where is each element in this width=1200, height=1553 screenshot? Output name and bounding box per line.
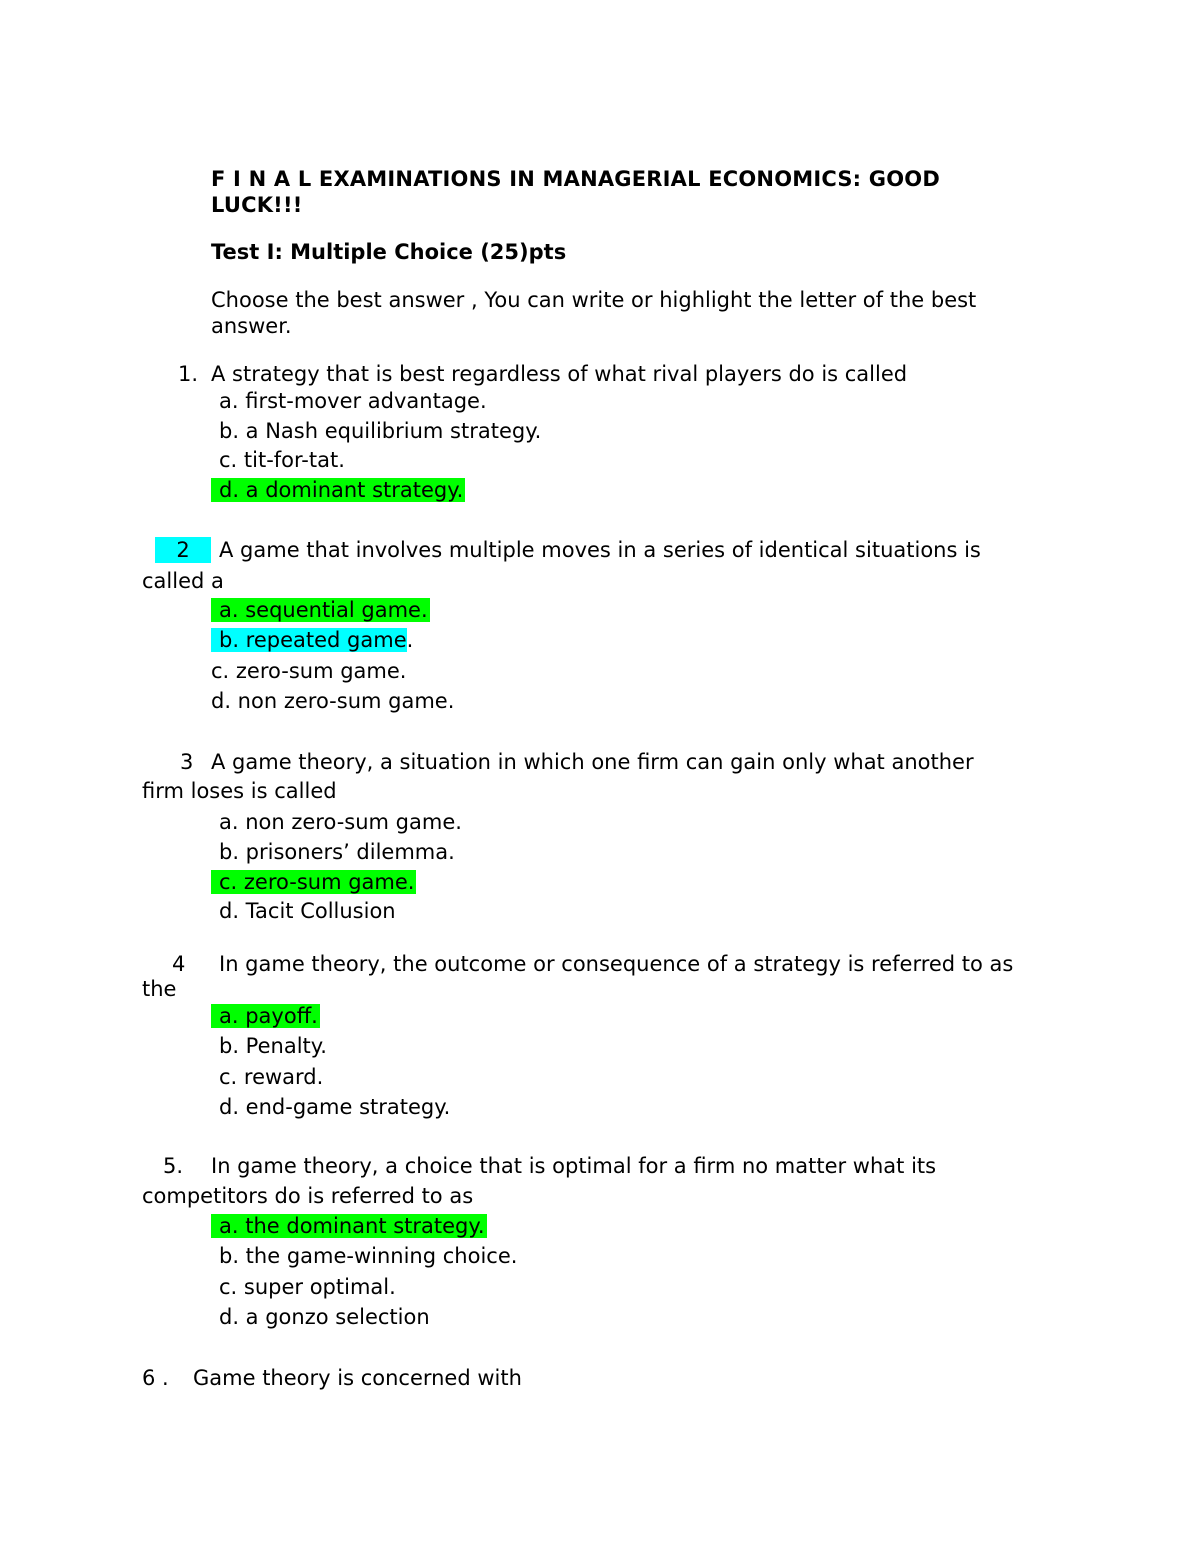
question-2-stem-line2: called a	[142, 569, 224, 593]
question-5-option-b: b. the game-winning choice.	[219, 1244, 518, 1268]
question-5-stem-line2: competitors do is referred to as	[142, 1184, 474, 1208]
question-2-number	[155, 537, 211, 563]
option-period: .	[406, 628, 414, 652]
question-4-option-b: b. Penalty.	[219, 1034, 327, 1058]
question-3-number: 3	[180, 750, 194, 774]
question-4-option-d: d. end-game strategy.	[219, 1095, 451, 1119]
question-5-option-c: c. super optimal.	[219, 1275, 396, 1299]
question-2-option-a	[211, 597, 430, 623]
question-2-option-c: c. zero-sum game.	[211, 659, 407, 683]
question-1-option-b: b. a Nash equilibrium strategy.	[219, 419, 542, 443]
question-1-number: 1.	[178, 362, 199, 386]
question-4-stem-line1: In game theory, the outcome or consequence of a strategy is referred to as	[219, 952, 1014, 976]
question-1-option-a: a. first-mover advantage.	[219, 389, 487, 413]
question-5-number: 5.	[163, 1154, 184, 1178]
question-3-stem-line2: firm loses is called	[142, 779, 337, 803]
question-4-option-a	[211, 1003, 320, 1029]
exam-title-line1: F I N A L EXAMINATIONS IN MANAGERIAL ECONOMICS: GOOD	[211, 167, 940, 191]
highlighted-answer-cyan: b. repeated game	[211, 628, 407, 652]
question-1-option-d	[211, 477, 465, 503]
highlighted-answer: a. sequential game.	[211, 598, 430, 622]
highlighted-question-number: 2	[155, 537, 211, 563]
question-4-stem-line2: the	[142, 977, 177, 1001]
question-3-stem-line1: A game theory, a situation in which one firm can gain only what another	[211, 750, 974, 774]
question-4-number: 4	[172, 952, 186, 976]
question-4-option-c: c. reward.	[219, 1065, 324, 1089]
question-5-stem-line1: In game theory, a choice that is optimal for a firm no matter what its	[211, 1154, 937, 1178]
test-heading: Test I: Multiple Choice (25)pts	[211, 240, 567, 264]
question-5-option-d: d. a gonzo selection	[219, 1305, 430, 1329]
question-3-option-d: d. Tacit Collusion	[219, 899, 396, 923]
question-6-stem: Game theory is concerned with	[193, 1366, 522, 1390]
question-1-stem: A strategy that is best regardless of what rival players do is called	[211, 362, 908, 386]
question-2-stem-line1: A game that involves multiple moves in a series of identical situations is	[219, 538, 981, 562]
question-3-option-b: b. prisoners’ dilemma.	[219, 840, 455, 864]
instructions-line2: answer.	[211, 314, 292, 338]
highlighted-answer: a. the dominant strategy.	[211, 1214, 487, 1238]
highlighted-answer: a. payoff.	[211, 1004, 320, 1028]
question-2-option-d: d. non zero-sum game.	[211, 689, 455, 713]
question-3-option-c	[211, 869, 416, 895]
exam-title-line2: LUCK!!!	[211, 193, 303, 217]
question-2-option-b	[211, 627, 413, 653]
instructions-line1: Choose the best answer , You can write or highlight the letter of the best	[211, 288, 977, 312]
highlighted-answer: d. a dominant strategy.	[211, 478, 465, 502]
question-1-option-c: c. tit-for-tat.	[219, 448, 345, 472]
question-6-number: 6 .	[142, 1366, 169, 1390]
question-3-option-a: a. non zero-sum game.	[219, 810, 462, 834]
highlighted-answer: c. zero-sum game.	[211, 870, 416, 894]
question-5-option-a	[211, 1213, 487, 1239]
